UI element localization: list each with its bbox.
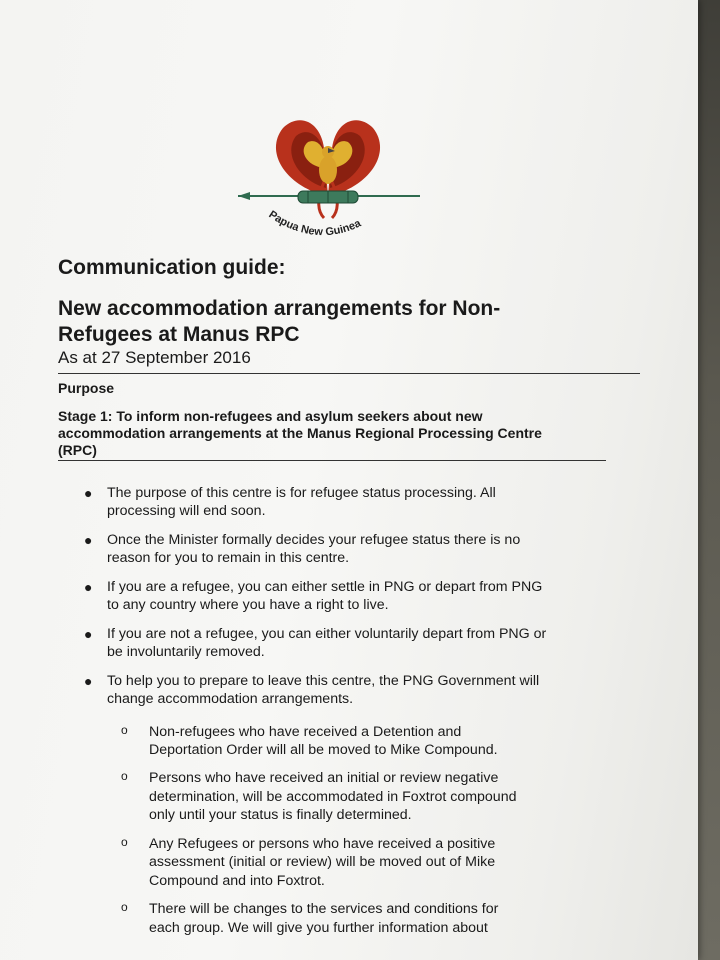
hollow-bullet-icon: o bbox=[121, 769, 128, 784]
bird-of-paradise-emblem-icon bbox=[228, 108, 428, 253]
sub-list-item-text: Non-refugees who have received a Detention and Deportation Order will all be moved to Mike Compound. bbox=[149, 723, 498, 758]
document-date: As at 27 September 2016 bbox=[58, 348, 251, 367]
document-subtitle: New accommodation arrangements for Non-Refugees at Manus RPC bbox=[58, 297, 501, 346]
sub-list-item bbox=[121, 835, 526, 890]
bullet-icon: ● bbox=[84, 531, 93, 548]
sub-list-item-text: Any Refugees or persons who have received a positive assessment (initial or review) will be moved out of Mike Compound and into Foxtrot. bbox=[149, 835, 496, 889]
sub-list-item-text: There will be changes to the services and conditions for each group. We will give you further information about bbox=[149, 901, 499, 936]
sub-list-item-text: Persons who have received an initial or review negative determination, will be accommodated in Foxtrot compound only until your status is finally determined. bbox=[149, 770, 517, 824]
purpose-heading: Purpose bbox=[58, 380, 115, 396]
hollow-bullet-icon: o bbox=[121, 900, 128, 915]
hollow-bullet-icon: o bbox=[121, 722, 128, 737]
sub-bullet-list bbox=[121, 723, 526, 938]
bullet-icon: ● bbox=[84, 485, 93, 501]
list-item-text: Once the Minister formally decides your refugee status there is no reason for you to remain in this centre. bbox=[107, 531, 521, 567]
bullet-icon: ● bbox=[84, 672, 93, 689]
list-item bbox=[80, 672, 550, 937]
divider bbox=[58, 373, 640, 374]
list-item bbox=[80, 578, 550, 615]
list-item-text: If you are a refugee, you can either settle in PNG or depart from PNG to any country where you have a right to live. bbox=[107, 578, 543, 614]
sub-list-item bbox=[121, 769, 526, 824]
list-item-text: The purpose of this centre is for refugee status processing. All processing will end soon. bbox=[107, 485, 496, 520]
document-title: Communication guide: bbox=[58, 256, 286, 279]
sub-list-item bbox=[121, 900, 526, 937]
list-item bbox=[80, 531, 550, 568]
bullet-icon: ● bbox=[84, 625, 93, 642]
bullet-icon: ● bbox=[84, 578, 93, 595]
list-item-text: To help you to prepare to leave this centre, the PNG Government will change accommodation arrangements. bbox=[107, 672, 540, 708]
bullet-list bbox=[80, 484, 550, 947]
list-item-text: If you are not a refugee, you can either voluntarily depart from PNG or be involuntarily removed. bbox=[107, 625, 547, 661]
hollow-bullet-icon: o bbox=[121, 834, 128, 849]
list-item bbox=[80, 625, 550, 662]
divider bbox=[58, 460, 606, 461]
sub-list-item bbox=[121, 723, 526, 760]
list-item bbox=[80, 484, 550, 521]
svg-text:Papua New Guinea bbox=[266, 209, 363, 239]
stage-heading: Stage 1: To inform non-refugees and asylum seekers about new accommodation arrangements at the Manus Regional Processing Centre (RPC) bbox=[58, 408, 542, 459]
emblem-caption: Papua New Guinea bbox=[266, 208, 363, 239]
